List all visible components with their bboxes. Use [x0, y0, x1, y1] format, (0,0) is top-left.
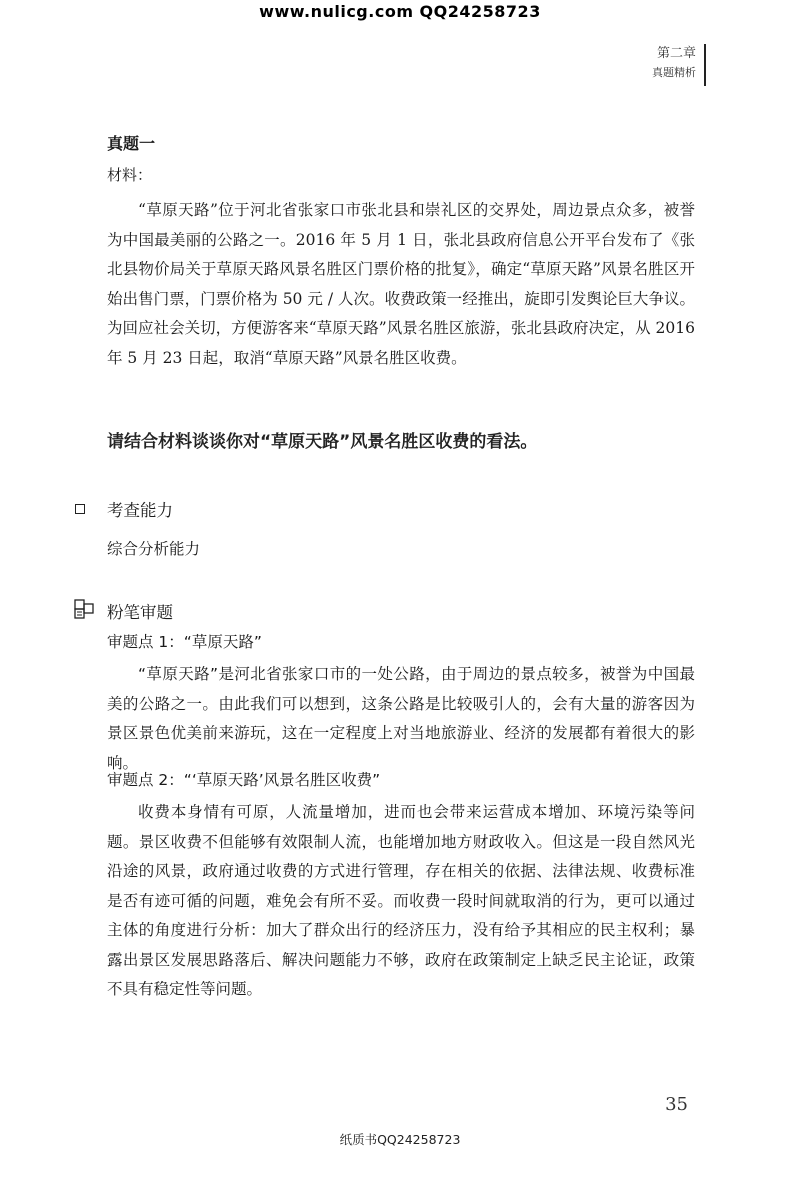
question-title: 真题一	[107, 134, 156, 153]
analysis-point-1-text: “草原天路”是河北省张家口市的一处公路，由于周边的景点较多，被誉为中国最美的公路之一。由此我们可以想到，这条公路是比较吸引人的，会有大量的游客因为景区景色优美前来游玩，这在一定程度上对当地旅游业、经济的发展都有着很大的影响。	[107, 665, 695, 772]
chapter-title: 第二章	[656, 46, 696, 61]
chapter-subtitle: 真题精析	[652, 66, 696, 79]
checkbox-bullet-icon	[75, 504, 85, 514]
analysis-point-2-text: 收费本身情有可原，人流量增加，进而也会带来运营成本增加、环境污染等问题。景区收费不但能够有效限制人流，也能增加地方财政收入。但这是一段自然风光沿途的风景，政府通过收费的方式进行管理，存在相关的依据、法律法规、收费标准是否有迹可循的问题，难免会有所不妥。而收费一段时间就取消的行为，更可以通过主体的角度进行分析：加大了群众出行的经济压力，没有给予其相应的民主权利；暴露出景区发展思路落后、解决问题能力不够，政府在政策制定上缺乏民主论证，政策不具有稳定性等问题。	[107, 803, 695, 998]
material-paragraph: “草原天路”位于河北省张家口市张北县和崇礼区的交界处，周边景点众多，被誉为中国最美丽的公路之一。2016 年 5 月 1 日，张北县政府信息公开平台发布了《张北县物价局关于草原天路风景名胜区门票价格的批复》，确定“草原天路”风景名胜区开始出售门票，门票价格为 50 元 / 人次。收费政策一经推出，旋即引发舆论巨大争议。为回应社会关切，方便游客来“草原天路”风景名胜区旅游，张北县政府决定，从 2016 年 5 月 23 日起，取消“草原天路”风景名胜区收费。	[107, 201, 695, 367]
analysis-point-2-label: 审题点 2：“‘草原天路’风景名胜区收费”	[107, 771, 381, 789]
header-divider	[704, 44, 706, 86]
ability-body: 综合分析能力	[107, 540, 201, 558]
material-label: 材料：	[107, 166, 153, 184]
ability-heading: 考查能力	[107, 501, 173, 520]
question-prompt: 请结合材料谈谈你对“草原天路”风景名胜区收费的看法。	[107, 432, 538, 452]
running-header	[652, 44, 696, 82]
analysis-heading: 粉笔审题	[107, 603, 173, 622]
watermark-bottom: 纸质书QQ24258723	[339, 1132, 461, 1147]
page-number: 35	[665, 1094, 688, 1115]
analysis-point-1-label: 审题点 1：“草原天路”	[107, 633, 262, 651]
watermark-top: www.nulicg.com QQ24258723	[259, 2, 541, 21]
grid-bullet-icon	[73, 598, 97, 622]
